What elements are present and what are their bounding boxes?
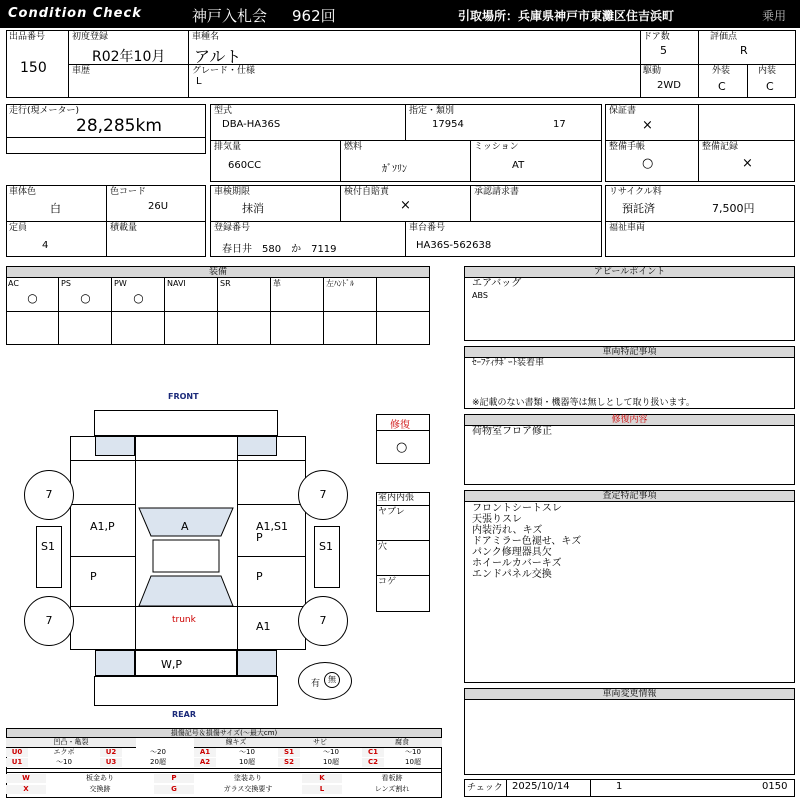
rear-panel-mark: W,P (161, 658, 183, 671)
fuel-label: 燃料 (344, 142, 363, 152)
equipment-value: ○ (133, 291, 144, 305)
maint-record-label: 整備記録 (702, 142, 739, 152)
appeal-line-1: エアバッグ (472, 278, 522, 289)
chassis-label: 車台番号 (409, 223, 446, 233)
capacity: 4 (42, 240, 49, 251)
recycle-status: 預託済 (622, 202, 655, 215)
side-left-mark: S1 (41, 540, 55, 553)
auction-lot: 962回 (292, 7, 336, 25)
hood-mark: A (181, 520, 189, 533)
legend-desc: 10超 (323, 758, 339, 766)
car-name-label: 車種名 (192, 32, 220, 42)
rear-panel (135, 650, 237, 676)
designation-label: 指定・類別 (409, 106, 455, 116)
car-name: アルト (194, 47, 242, 66)
legend-group-title: 腐食 (362, 738, 442, 748)
mileage-label: 走行(現メーター) (9, 106, 80, 116)
legend-other-desc: レンズ割れ (374, 785, 410, 793)
rear-bumper (94, 676, 278, 706)
equipment-cell-5 (218, 277, 271, 311)
mileage: 28,285km (76, 116, 162, 136)
repair-flag-title: 修復 (390, 420, 410, 431)
equipment-cell-7 (324, 277, 377, 311)
insurance: × (400, 198, 411, 213)
legend-desc: 10超 (405, 758, 421, 766)
legend-other-code: G (154, 785, 194, 794)
change-title: 車両変更情報 (464, 688, 795, 700)
color: 白 (50, 202, 61, 215)
capacity-label: 定員 (9, 223, 28, 233)
repair-title: 修復内容 (464, 414, 795, 426)
equipment-label: PW (114, 279, 127, 288)
brand: Condition Check (8, 6, 142, 21)
legend-desc: エクボ (53, 748, 75, 756)
equipment-title: 装備 (6, 266, 430, 278)
load-label: 積載量 (110, 223, 138, 233)
legend-code: S1 (278, 748, 300, 757)
history-label: 車歴 (72, 66, 91, 76)
legend-code: S2 (278, 758, 300, 767)
note-line: ホイールカバーキズ (472, 558, 562, 569)
notes-list (472, 503, 772, 580)
legend-desc: 〜10 (56, 758, 72, 766)
equipment-cell-lower (59, 311, 112, 345)
equipment-cell-lower (218, 311, 271, 345)
legend-code: U3 (100, 758, 122, 767)
legend-other-code: K (302, 774, 342, 783)
interior-item-hole: 穴 (378, 542, 388, 552)
legend-other-desc: 交換跡 (89, 785, 111, 793)
equipment-label: SR (220, 279, 231, 288)
note-line: 内装汚れ、キズ (472, 525, 543, 536)
legend-desc: 〜20 (150, 748, 166, 756)
spare-label: 有 (311, 679, 321, 689)
reg-no-label: 登録番号 (214, 223, 251, 233)
note-line: フロントシートスレ (472, 503, 562, 514)
pickup-location: 引取場所：兵庫県神戸市東灘区住吉浜町 (458, 9, 675, 23)
equipment-value: ○ (80, 291, 91, 305)
model: DBA-HA36S (222, 119, 281, 130)
legend-other-desc: 看板跡 (381, 774, 403, 782)
legend-other-code: L (302, 785, 342, 794)
change-box (464, 699, 795, 775)
legend-group-title: サビ (278, 738, 362, 748)
legend-other-desc: 塗装あり (234, 774, 262, 782)
inspection-label: 車検期限 (214, 187, 251, 197)
legend-desc: 10超 (239, 758, 255, 766)
note-line: ドアミラー色褪せ、キズ (472, 536, 582, 547)
equipment-cells (6, 277, 430, 345)
recycle-fee: 7,500円 (712, 202, 755, 215)
recycle-label: リサイクル料 (609, 187, 662, 197)
legend-code: A1 (194, 748, 216, 757)
side-sill-left (36, 526, 62, 588)
inspection: 抹消 (242, 202, 264, 215)
tire-rear-right: 7 (298, 596, 348, 646)
interior-grade: C (766, 80, 774, 93)
legend-title: 損傷記号＆損傷サイズ(〜最大cm) (6, 728, 442, 738)
special-text: ｾｰﾌﾃｨｻﾎﾟｰﾄ装着車 (472, 358, 545, 368)
grade: L (196, 76, 202, 87)
legend (6, 728, 442, 798)
grade-label: グレード・仕様 (192, 66, 256, 76)
equipment-label: AC (8, 279, 19, 288)
chassis: HA36S-562638 (416, 240, 492, 251)
warranty: × (642, 118, 653, 133)
exhibit-no: 150 (20, 60, 47, 76)
trunk-label: trunk (172, 615, 196, 625)
displacement-label: 排気量 (214, 142, 242, 152)
front-right-door-mark-1: A1,S1 (256, 520, 289, 533)
rear-quarter-mark: A1 (256, 620, 271, 633)
equipment-cell-6 (271, 277, 324, 311)
spare-mark: 無 (324, 672, 340, 688)
exterior-label: 外装 (712, 66, 731, 76)
legend-code: C1 (362, 748, 384, 757)
note-line: 天張りスレ (472, 514, 522, 525)
rear-label: REAR (172, 710, 196, 719)
equipment-cell-lower (165, 311, 218, 345)
rear-left-door-mark: P (90, 570, 97, 583)
car-diagram (0, 390, 376, 720)
side-right-mark: S1 (319, 540, 333, 553)
appeal-line-2: ABS (472, 291, 488, 300)
equipment-label: 左ﾊﾝﾄﾞﾙ (326, 279, 354, 288)
side-sill-right (314, 526, 340, 588)
front-bumper (94, 410, 278, 436)
exhibit-no-label: 出品番号 (9, 32, 46, 42)
category-label: 乗用 (762, 9, 787, 23)
legend-other-code: W (6, 774, 46, 783)
welfare-label: 福祉車両 (609, 223, 646, 233)
interior-grade-label: 内装 (758, 66, 777, 76)
mission-label: ミッション (474, 142, 519, 152)
interior-item-tear: ヤブレ (378, 507, 405, 517)
score: R (740, 44, 748, 57)
first-reg: R02年10月 (92, 49, 166, 65)
equipment-cell-3 (112, 277, 165, 311)
color-code: 26U (148, 201, 169, 212)
legend-other-desc: 板金あり (86, 774, 114, 782)
rear-right-door-mark: P (256, 570, 263, 583)
maint-book-label: 整備手帳 (609, 142, 646, 152)
legend-desc: 20超 (150, 758, 166, 766)
category-no: 17 (553, 119, 566, 130)
legend-other-code: X (6, 785, 46, 794)
equipment-label: NAVI (167, 279, 186, 288)
legend-desc: 〜10 (405, 748, 421, 756)
drive: 2WD (657, 80, 681, 91)
special-note: ※記載のない書類・機器等は無しとして取り扱います。 (472, 398, 695, 408)
insurance-label: 検付自賠責 (344, 187, 390, 197)
legend-other-code: P (154, 774, 194, 783)
warranty-label: 保証書 (609, 106, 637, 116)
check-label: チェック (467, 783, 503, 793)
note-line: パンク修理器具欠 (472, 547, 552, 558)
model-label: 型式 (214, 106, 233, 116)
legend-code: U1 (6, 758, 28, 767)
check-date: 2025/10/14 (512, 781, 570, 792)
designation: 17954 (432, 119, 464, 130)
equipment-cell-lower (271, 311, 324, 345)
legend-desc: 〜10 (323, 748, 339, 756)
displacement: 660CC (228, 160, 262, 171)
check-code: 0150 (762, 781, 788, 792)
doors: 5 (660, 44, 667, 57)
check-number: 1 (616, 781, 623, 792)
maint-record: × (742, 156, 753, 171)
tire-front-left: 7 (24, 470, 74, 520)
interior-item-burn: コゲ (378, 577, 397, 587)
legend-group-title: 凹凸・亀裂 (6, 738, 136, 748)
exterior: C (718, 80, 726, 93)
mission: AT (512, 160, 525, 171)
front-right-door-mark-2: P (256, 531, 263, 544)
note-line: エンドパネル交換 (472, 569, 552, 580)
legend-code: U2 (100, 748, 122, 757)
fuel: ｶﾞｿﾘﾝ (382, 164, 407, 175)
color-label: 車体色 (9, 187, 37, 197)
legend-desc: 〜10 (239, 748, 255, 756)
legend-group-title: 線キズ (194, 738, 278, 748)
special-title: 車両特記事項 (464, 346, 795, 358)
color-code-label: 色コード (110, 187, 147, 197)
repair-text: 荷物室フロア修正 (472, 426, 552, 437)
equipment-value: ○ (27, 291, 38, 305)
maint-book: ○ (642, 156, 654, 171)
equipment-cell-2 (59, 277, 112, 311)
equipment-cell-4 (165, 277, 218, 311)
front-label: FRONT (168, 392, 199, 401)
equipment-cell-lower (6, 311, 59, 345)
interior-title: 室内内張 (378, 493, 415, 503)
approval-label: 承認請求書 (474, 187, 520, 197)
equipment-cell-lower (112, 311, 165, 345)
auction-name: 神戸入札会 (192, 7, 268, 25)
equipment-cell-1 (6, 277, 59, 311)
equipment-cell-lower (324, 311, 377, 345)
notes-title: 査定特記事項 (464, 490, 795, 502)
doors-label: ドア数 (643, 32, 670, 42)
tire-rear-left: 7 (24, 596, 74, 646)
drive-label: 駆動 (643, 66, 662, 76)
legend-grid (6, 738, 442, 798)
legend-code: C2 (362, 758, 384, 767)
tire-front-right: 7 (298, 470, 348, 520)
repair-flag-value: ○ (396, 440, 408, 455)
front-left-door-mark: A1,P (90, 520, 115, 533)
equipment-label: PS (61, 279, 71, 288)
reg-no: 春日井 580 か 7119 (222, 244, 337, 255)
equipment-label: 革 (273, 279, 281, 288)
legend-other-desc: ガラス交換要す (223, 785, 273, 793)
score-label: 評価点 (710, 32, 738, 42)
first-reg-label: 初度登録 (72, 32, 109, 42)
appeal-title: アピールポイント (464, 266, 795, 278)
legend-code: U0 (6, 748, 28, 757)
legend-code: A2 (194, 758, 216, 767)
